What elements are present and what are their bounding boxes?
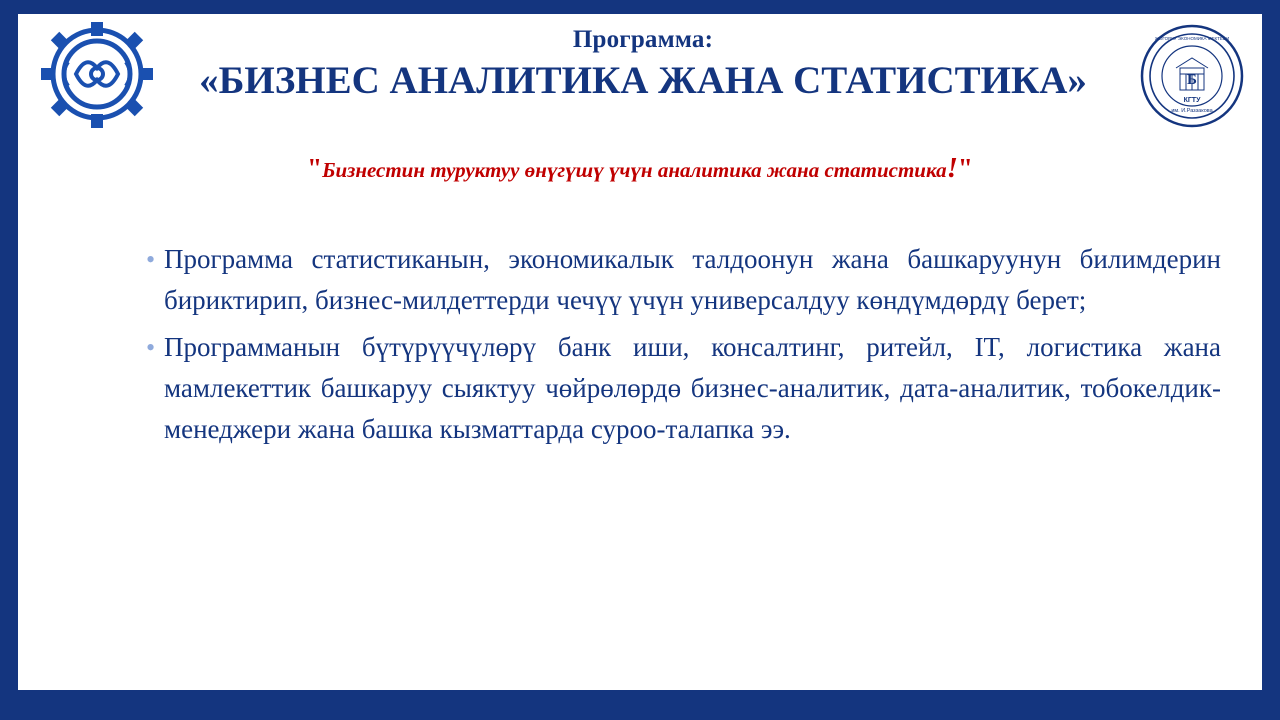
list-item — [146, 239, 1221, 321]
slogan — [18, 154, 1262, 184]
bullet-text: Программанын бүтүрүүчүлөрү банк иши, консалтинг, ритейл, IT, логистика жана мамлекеттик башкаруу сыяктуу чөйрөлөрдө бизнес-аналитик, дата-аналитик, тобокелдик-менеджери жана башка кызматтарда суроо-талапка ээ. — [164, 332, 1221, 444]
title-block — [168, 24, 1118, 106]
svg-text:Б: Б — [1187, 72, 1197, 88]
list-item — [146, 327, 1221, 450]
page-title: «БИЗНЕС АНАЛИТИКА ЖАНА СТАТИСТИКА» — [199, 59, 1087, 102]
bullet-marker-icon: • — [146, 333, 156, 362]
slogan-exclamation: ! — [946, 152, 958, 184]
slogan-open-quote: " — [307, 153, 323, 183]
slide-header — [18, 14, 1262, 184]
program-label: Программа: — [572, 26, 714, 53]
slogan-text: Бизнестин туруктуу өнүгүшү үчүн аналитика жана статистика — [322, 158, 947, 182]
kyrgyz-ornament-gear-logo — [38, 22, 156, 134]
svg-text:ЖОГОРКУ ЭКОНОМИКА МЕКТЕБИ: ЖОГОРКУ ЭКОНОМИКА МЕКТЕБИ — [1154, 36, 1230, 41]
bullet-list — [146, 239, 1221, 456]
slide-canvas — [18, 14, 1262, 690]
svg-text:им. И.Раззакова: им. И.Раззакова — [1171, 108, 1213, 114]
university-emblem-logo — [1140, 24, 1244, 128]
bullet-text: Программа статистиканын, экономикалык талдоонун жана башкаруунун билимдерин бириктирип, бизнес-милдеттерди чечүү үчүн универсалдуу көндүмдөрдү берет; — [164, 244, 1221, 315]
slogan-close-quote: " — [957, 153, 973, 183]
bullet-marker-icon: • — [146, 245, 156, 274]
svg-text:КГТУ: КГТУ — [1183, 97, 1201, 104]
